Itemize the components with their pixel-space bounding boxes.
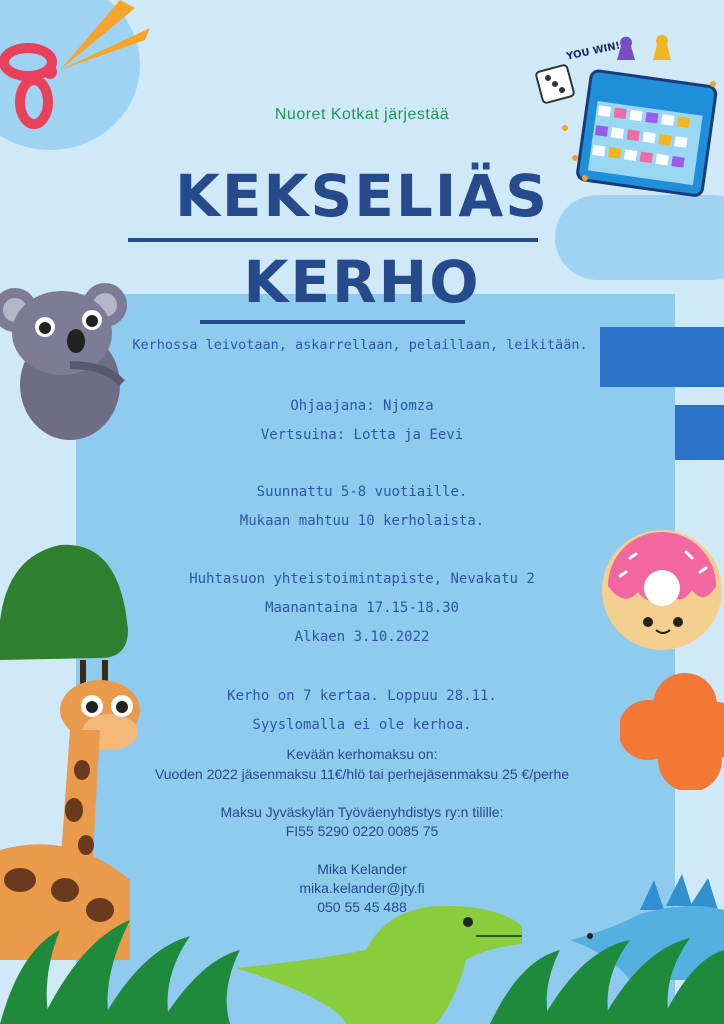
holiday-text: Syyslomalla ei ole kerhoa. (252, 717, 472, 733)
capacity-text: Mukaan mahtuu 10 kerholaista. (239, 513, 485, 529)
payment-heading: Maksu Jyväskylän Työväenyhdistys ry:n tilille: (220, 804, 504, 820)
title-line-2-text: KERHO (243, 248, 481, 316)
title-underline-2 (200, 320, 465, 324)
activities-text: Kerhossa leivotaan, askarrellaan, pelaillaan, leikitään. (132, 337, 588, 353)
title-underline-1 (128, 238, 538, 242)
fee-detail: Vuoden 2022 jäsenmaksu 11€/hlö tai perhejäsenmaksu 25 €/perhe (154, 766, 570, 782)
instructor-text: Ohjaajana: Njomza (290, 398, 434, 414)
time-text: Maanantaina 17.15-18.30 (265, 600, 459, 616)
peers-text: Vertsuina: Lotta ja Eevi (260, 427, 464, 443)
svg-text:YOU WIN!: YOU WIN! (565, 40, 622, 63)
contact-phone: 050 55 45 488 (317, 899, 407, 915)
fee-heading: Kevään kerhomaksu on: (286, 746, 438, 762)
title-line-1 (0, 162, 724, 230)
location-text: Huhtasuon yhteistoimintapiste, Nevakatu 2 (189, 571, 535, 587)
start-text: Alkaen 3.10.2022 (294, 629, 430, 645)
grass-icon (0, 920, 724, 1024)
contact-email: mika.kelander@jty.fi (299, 880, 425, 896)
contact-name: Mika Kelander (317, 861, 407, 877)
age-text: Suunnattu 5-8 vuotiaille. (256, 484, 468, 500)
account-number: FI55 5290 0220 0085 75 (285, 823, 439, 839)
sessions-text: Kerho on 7 kertaa. Loppuu 28.11. (227, 688, 497, 704)
organizer-text: Nuoret Kotkat järjestää (274, 106, 450, 123)
title-line-1-text: KEKSELIÄS (174, 162, 550, 230)
title-line-2 (0, 248, 724, 316)
